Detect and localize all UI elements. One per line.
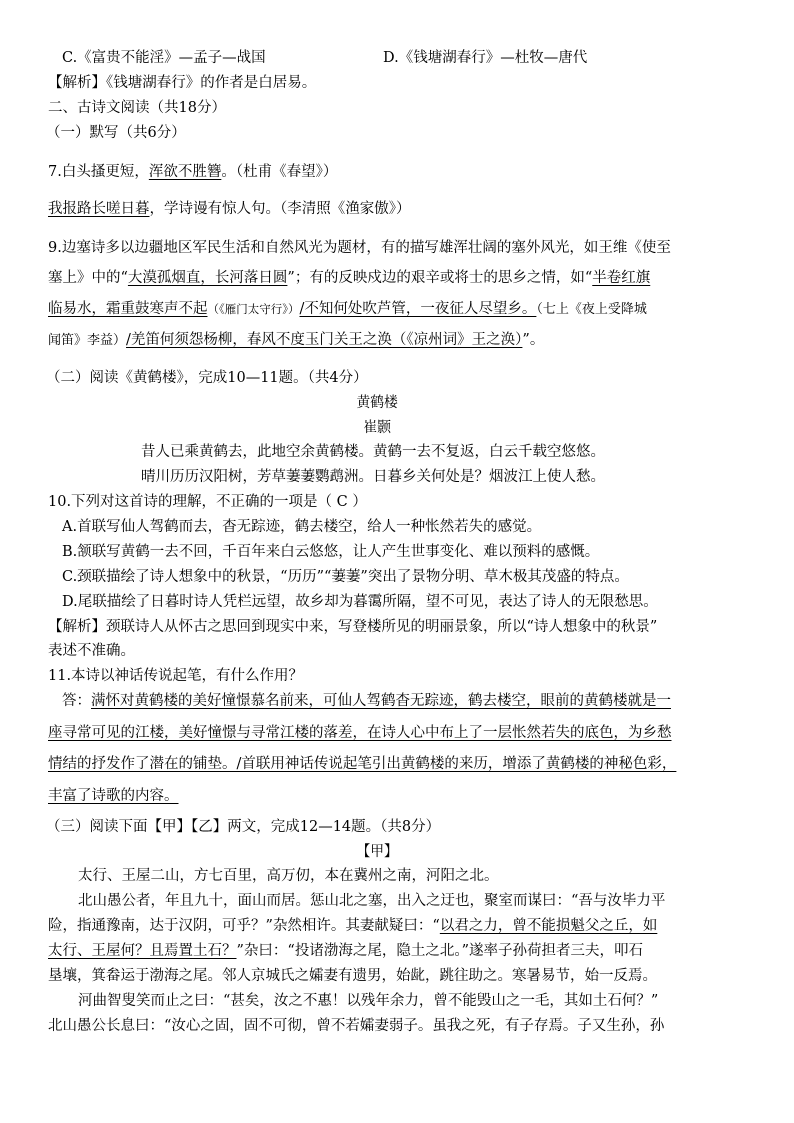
q10-analysis-1: 【解析】颈联诗人从怀古之思回到现实中来，写登楼所见的明丽景象，所以“诗人想象中的秋景” [48,619,658,635]
jia-p3-line-1: 河曲智叟笑而止之曰：“甚矣，汝之不惠！以残年余力，曾不能毁山之一毛，其如土石何？” [78,993,659,1009]
jia-p2-text-a: 险，指通豫南，达于汉阴，可乎？”杂然相许。其妻献疑曰：“ [48,918,440,934]
q10-option-b: B.颔联写黄鹤一去不回，千百年来白云悠悠，让人产生世事变化、难以预料的感慨。 [62,544,600,560]
q9-line-3 [48,299,647,320]
q11-answer-text-1: 满怀对黄鹤楼的美好憧憬慕名前来，可仙人驾鹤杳无踪迹，鹤去楼空，眼前的黄鹤楼就是一 [91,693,671,709]
q9-answer-2b: 临易水，霜重鼓寒声不起 [48,301,208,317]
q6-analysis: 【解析】《钱塘湖春行》的作者是白居易。 [48,75,317,91]
jia-p3-line-2: 北山愚公长息曰：“汝心之固，固不可彻，曾不若孀妻弱子。虽我之死，有子存焉。子又生孙，孙 [48,1018,665,1034]
jia-p2-underlined-b: 太行、王屋何？且焉置土石？ [48,943,237,959]
q9-source-2a: （七上《夜上受降城 [536,302,647,317]
jia-p2-underlined-a: 以君之力，曾不能损魁父之丘，如 [439,918,658,934]
q9-source-2b: 闻笛》李益） [48,333,127,348]
question-7 [48,162,337,182]
jia-p2-line-4: 垦壤，箕畚运于渤海之尾。邻人京城氏之孀妻有遗男，始龀，跳往助之。寒暑易节，始一反焉。 [48,968,657,984]
question-8 [48,199,411,219]
q9-line-2 [48,268,650,288]
q9-answer-3: /不知何处吹芦管，一夜征人尽望乡。 [299,301,537,317]
q7-post: 。（杜甫《春望》） [221,164,338,180]
jia-p2-line-1: 北山愚公者，年且九十，面山而居。惩山北之塞，出入之迂也，聚室而谋曰：“吾与汝毕力平 [78,893,666,909]
q7-pre: 7.白头搔更短， [48,164,149,180]
q9-line-1: 9.边塞诗多以边疆地区军民生活和自然风光为题材，有的描写雄浑壮阔的塞外风光，如王维《使至 [48,240,671,256]
q10-option-a: A.首联写仙人驾鹤而去，杳无踪迹，鹤去楼空，给人一种怅然若失的感觉。 [62,519,542,535]
q7-answer: 浑欲不胜簪 [148,164,222,180]
q8-post: ，学诗谩有惊人句。（李清照《渔家傲》） [149,201,411,217]
poem-line-2: 晴川历历汉阳树，芳草萋萋鹦鹉洲。日暮乡关何处是？烟波江上使人愁。 [141,469,605,485]
jia-p2-text-b: ”杂曰：“投诸渤海之尾，隐土之北。”遂率子孙荷担者三夫，叩石 [236,943,643,959]
part-2-title: （二）阅读《黄鹤楼》，完成10—11题。（共4分） [46,370,368,386]
q10-option-c: C.颈联描绘了诗人想象中的秋景，“历历”“萋萋”突出了景物分明、草木极其茂盛的特点。 [62,569,629,585]
q9-l2-text-b: ”；有的反映戍边的艰辛或将士的思乡之情，如“ [287,270,593,286]
q11-answer-line-3: 情结的抒发作了潜在的铺垫。/首联用神话传说起笔引出黄鹤楼的来历，增添了黄鹤楼的神秘色彩， [48,756,677,772]
q6-option-c: C.《富贵不能淫》—孟子—战国 [62,50,266,66]
q9-line-4 [48,330,544,351]
q10-option-d: D.尾联描绘了日暮时诗人凭栏远望，故乡却为暮霭所隔，望不可见，表达了诗人的无限愁思。 [62,594,658,610]
q11-answer-line-4: 丰富了诗歌的内容。 [48,788,179,804]
jia-paragraph-1: 太行、王屋二山，方七百里，高万仞，本在冀州之南，河阳之北。 [78,868,499,884]
q10-stem: 10.下列对这首诗的理解，不正确的一项是（ C ） [48,494,367,510]
q11-answer-line-2: 座寻常可见的江楼，美好憧憬与寻常江楼的落差，在诗人心中布上了一层怅然若失的底色，为乡愁 [48,725,672,741]
text-jia-label: 【甲】 [356,844,398,860]
section-2-title: 二、古诗文阅读（共18分） [48,100,226,116]
q9-answer-1: 大漠孤烟直，长河落日圆 [127,270,288,286]
part-3-title: （三）阅读下面【甲】【乙】两文，完成12—14题。（共8分） [46,819,441,835]
jia-p2-line-2 [48,916,657,936]
q9-end: ”。 [522,332,545,348]
jia-p2-line-3 [48,941,643,961]
q9-source-1: （《雁门太守行》） [207,302,300,316]
q8-answer: 我报路长嗟日暮 [48,201,150,217]
q11-answer-prefix: 答： [62,693,91,709]
part-1-title: （一）默写（共6分） [46,125,186,141]
q9-answer-4: /羌笛何须怨杨柳，春风不度玉门关王之涣（《凉州词》王之涣） [126,332,523,348]
q9-l2-text-a: 塞上》中的“ [48,270,128,286]
q11-answer-line-1 [62,691,671,711]
q10-analysis-2: 表述不准确。 [48,643,135,659]
q6-option-d: D.《钱塘湖春行》—杜牧—唐代 [383,50,588,66]
q9-answer-2a: 半卷红旗 [592,270,651,286]
q11-stem: 11.本诗以神话传说起笔，有什么作用？ [48,668,304,684]
poem-author: 崔颢 [363,420,391,436]
poem-title: 黄鹤楼 [356,395,398,411]
poem-line-1: 昔人已乘黄鹤去，此地空余黄鹤楼。黄鹤一去不复返，白云千载空悠悠。 [141,444,605,460]
